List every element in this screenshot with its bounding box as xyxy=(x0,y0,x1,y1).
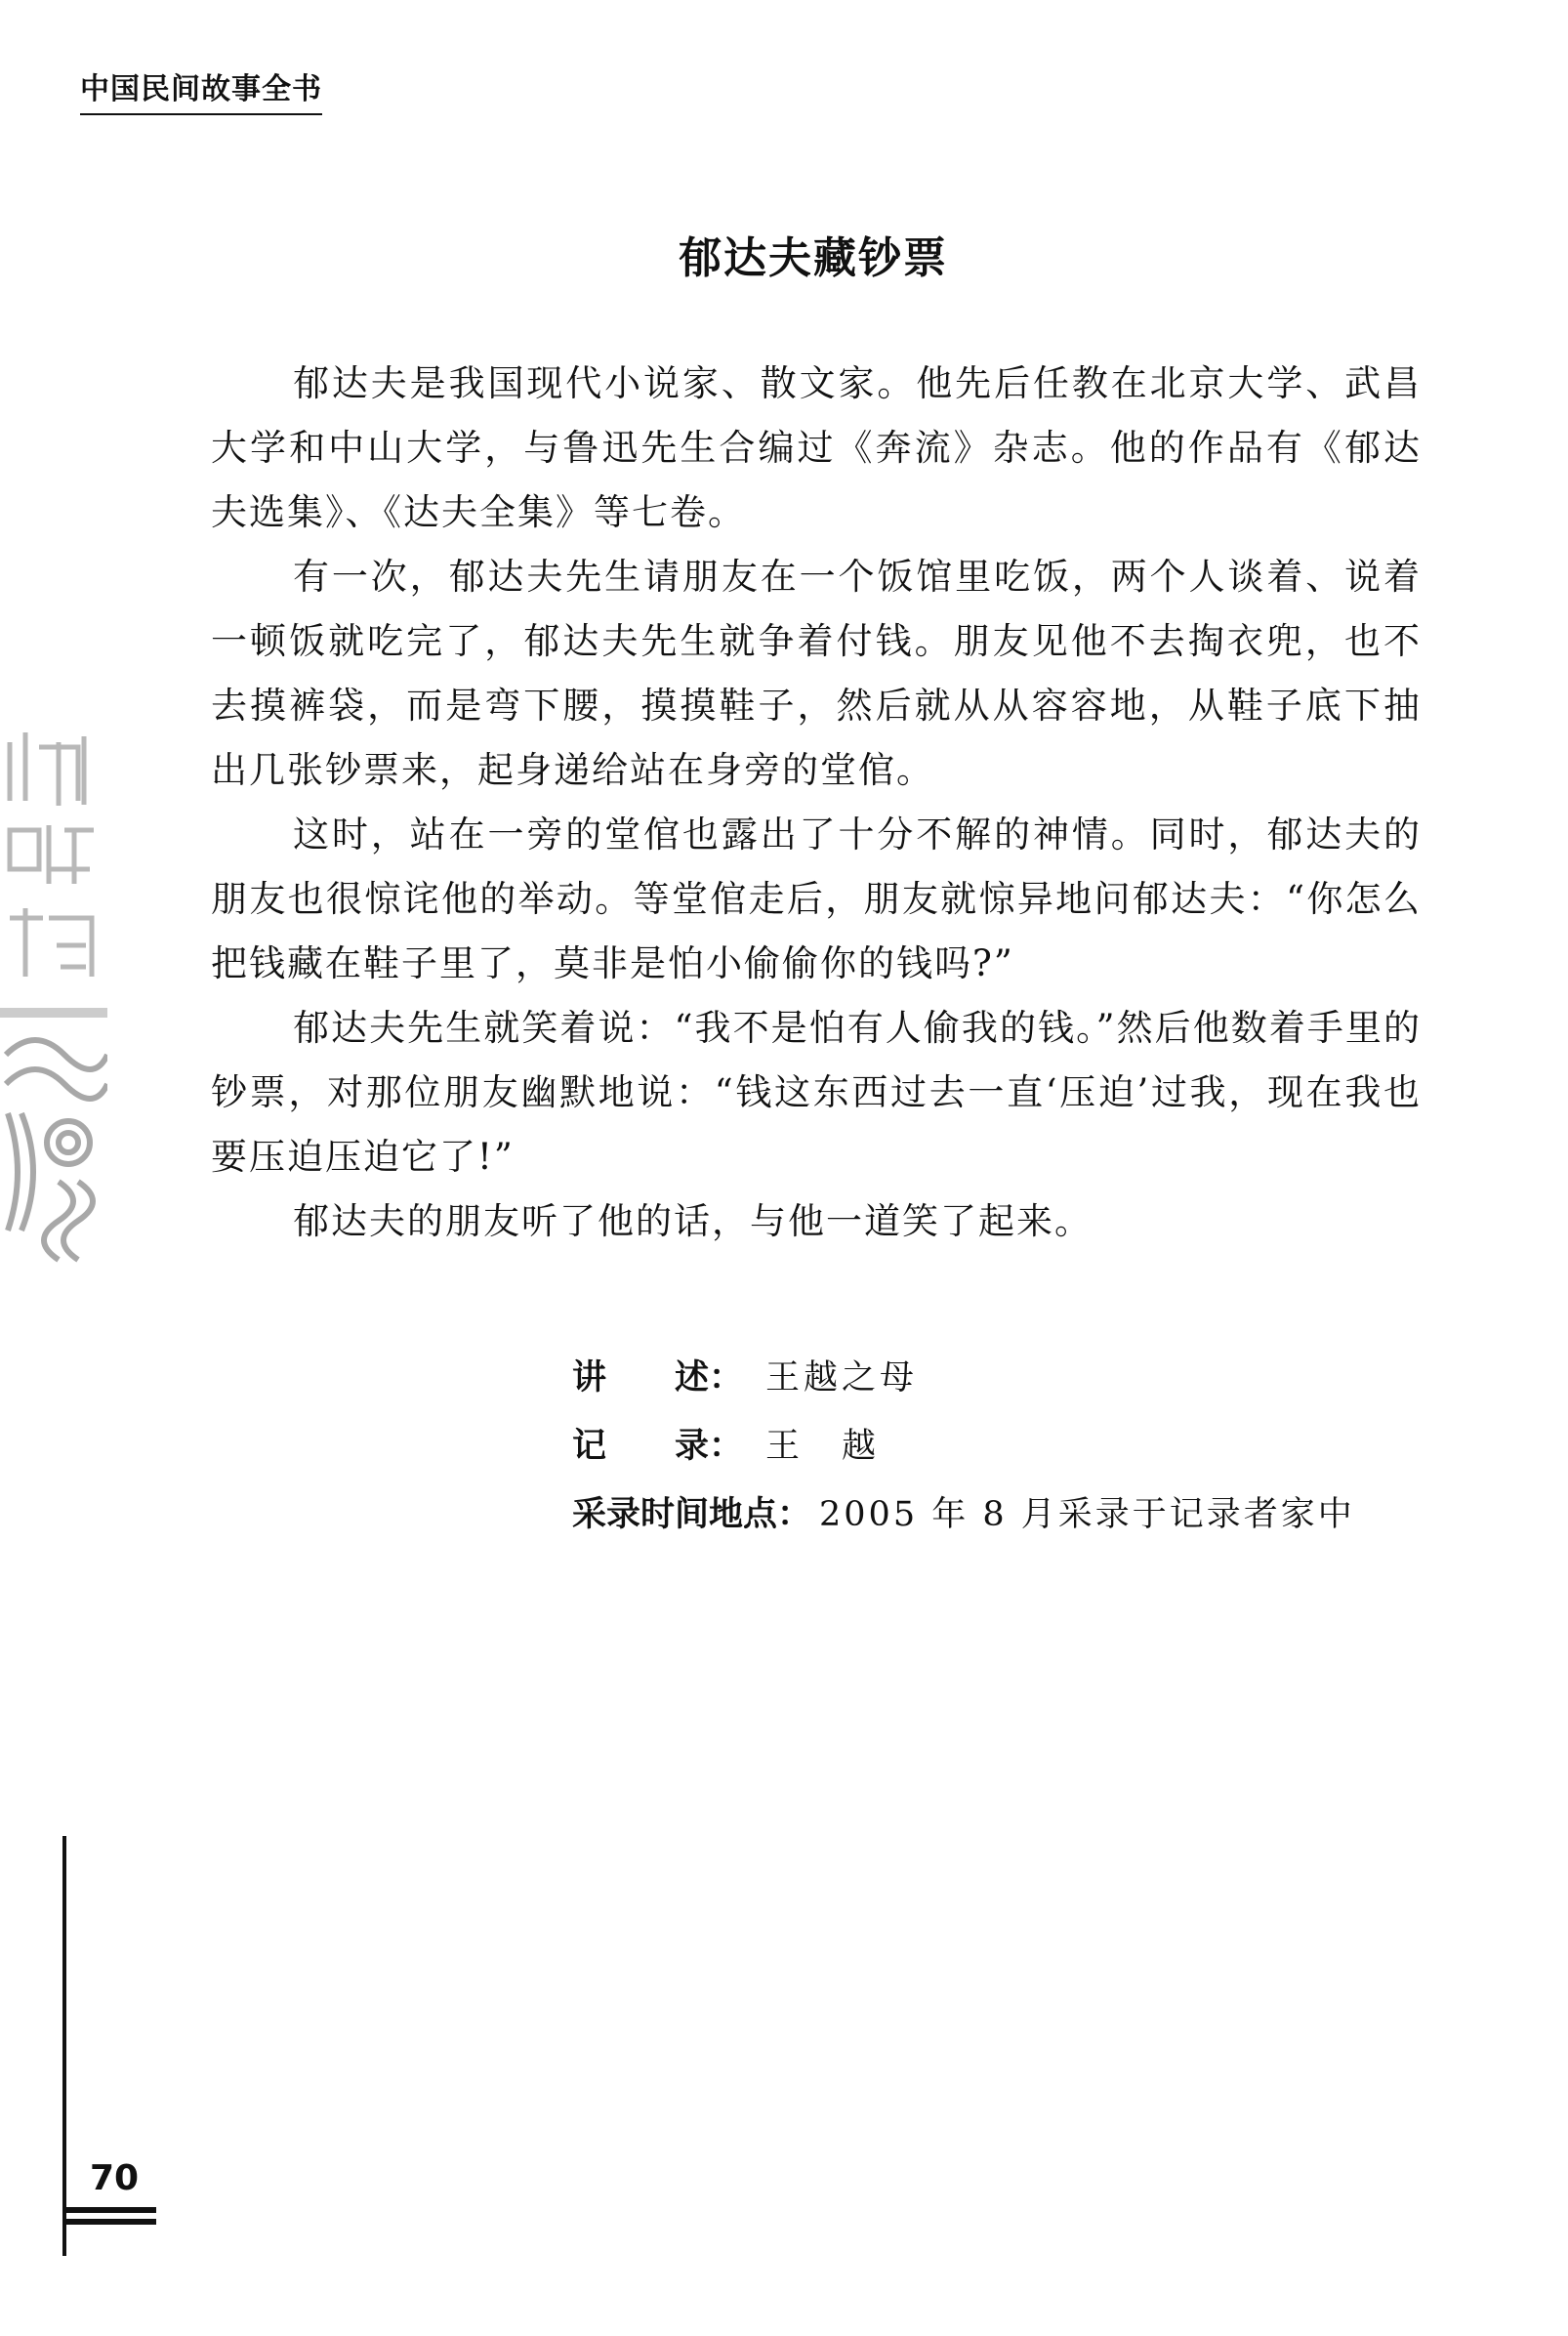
narrator-label: 讲 述： xyxy=(572,1358,744,1397)
paragraph: 郁达夫的朋友听了他的话，与他一道笑了起来。 xyxy=(293,1200,1093,1242)
margin-rule xyxy=(62,1836,66,2256)
time-place-label: 采录时间地点： xyxy=(572,1495,812,1534)
narrator-value: 王越之母 xyxy=(765,1358,919,1397)
collection-credits xyxy=(572,1344,1355,1549)
paragraph: 有一次，郁达夫先生请朋友在一个饭馆里吃饭，两个人谈着、说着一顿饭就吃完了，郁达夫先生就争着付钱。朋友见他不去掏衣兜，也不去摸裤袋，而是弯下腰，摸摸鞋子，然后就从从容容地，从鞋子底下抽出几张钞票来，起身递给站在身旁的堂倌。 xyxy=(211,556,1422,791)
series-title: 中国民间故事全书 xyxy=(80,72,322,115)
page-number: 70 xyxy=(90,2158,140,2198)
story-title: 郁达夫藏钞票 xyxy=(679,233,948,283)
recorder-label: 记 录： xyxy=(572,1427,744,1466)
time-place-row xyxy=(572,1481,1355,1549)
time-place-value: 2005 年 8 月采录于记录者家中 xyxy=(819,1495,1355,1534)
paragraph: 郁达夫先生就笑着说：“我不是怕有人偷我的钱。”然后他数着手里的钞票，对那位朋友幽默地说：“钱这东西过去一直‘压迫’过我，现在我也要压迫压迫它了!” xyxy=(211,1007,1422,1178)
side-ornament-icon xyxy=(0,723,107,1289)
paragraph: 这时，站在一旁的堂倌也露出了十分不解的神情。同时，郁达夫的朋友也很惊诧他的举动。等堂倌走后，朋友就惊异地问郁达夫：“你怎么把钱藏在鞋子里了，莫非是怕小偷偷你的钱吗?” xyxy=(211,813,1422,984)
recorder-value: 王 越 xyxy=(765,1427,881,1466)
story-body xyxy=(211,352,1422,1254)
footer-bars xyxy=(62,2207,156,2231)
recorder-row xyxy=(572,1412,1355,1481)
narrator-row xyxy=(572,1344,1355,1412)
paragraph: 郁达夫是我国现代小说家、散文家。他先后任教在北京大学、武昌大学和中山大学，与鲁迅先生合编过《奔流》杂志。他的作品有《郁达夫选集》、《达夫全集》等七卷。 xyxy=(211,362,1422,533)
